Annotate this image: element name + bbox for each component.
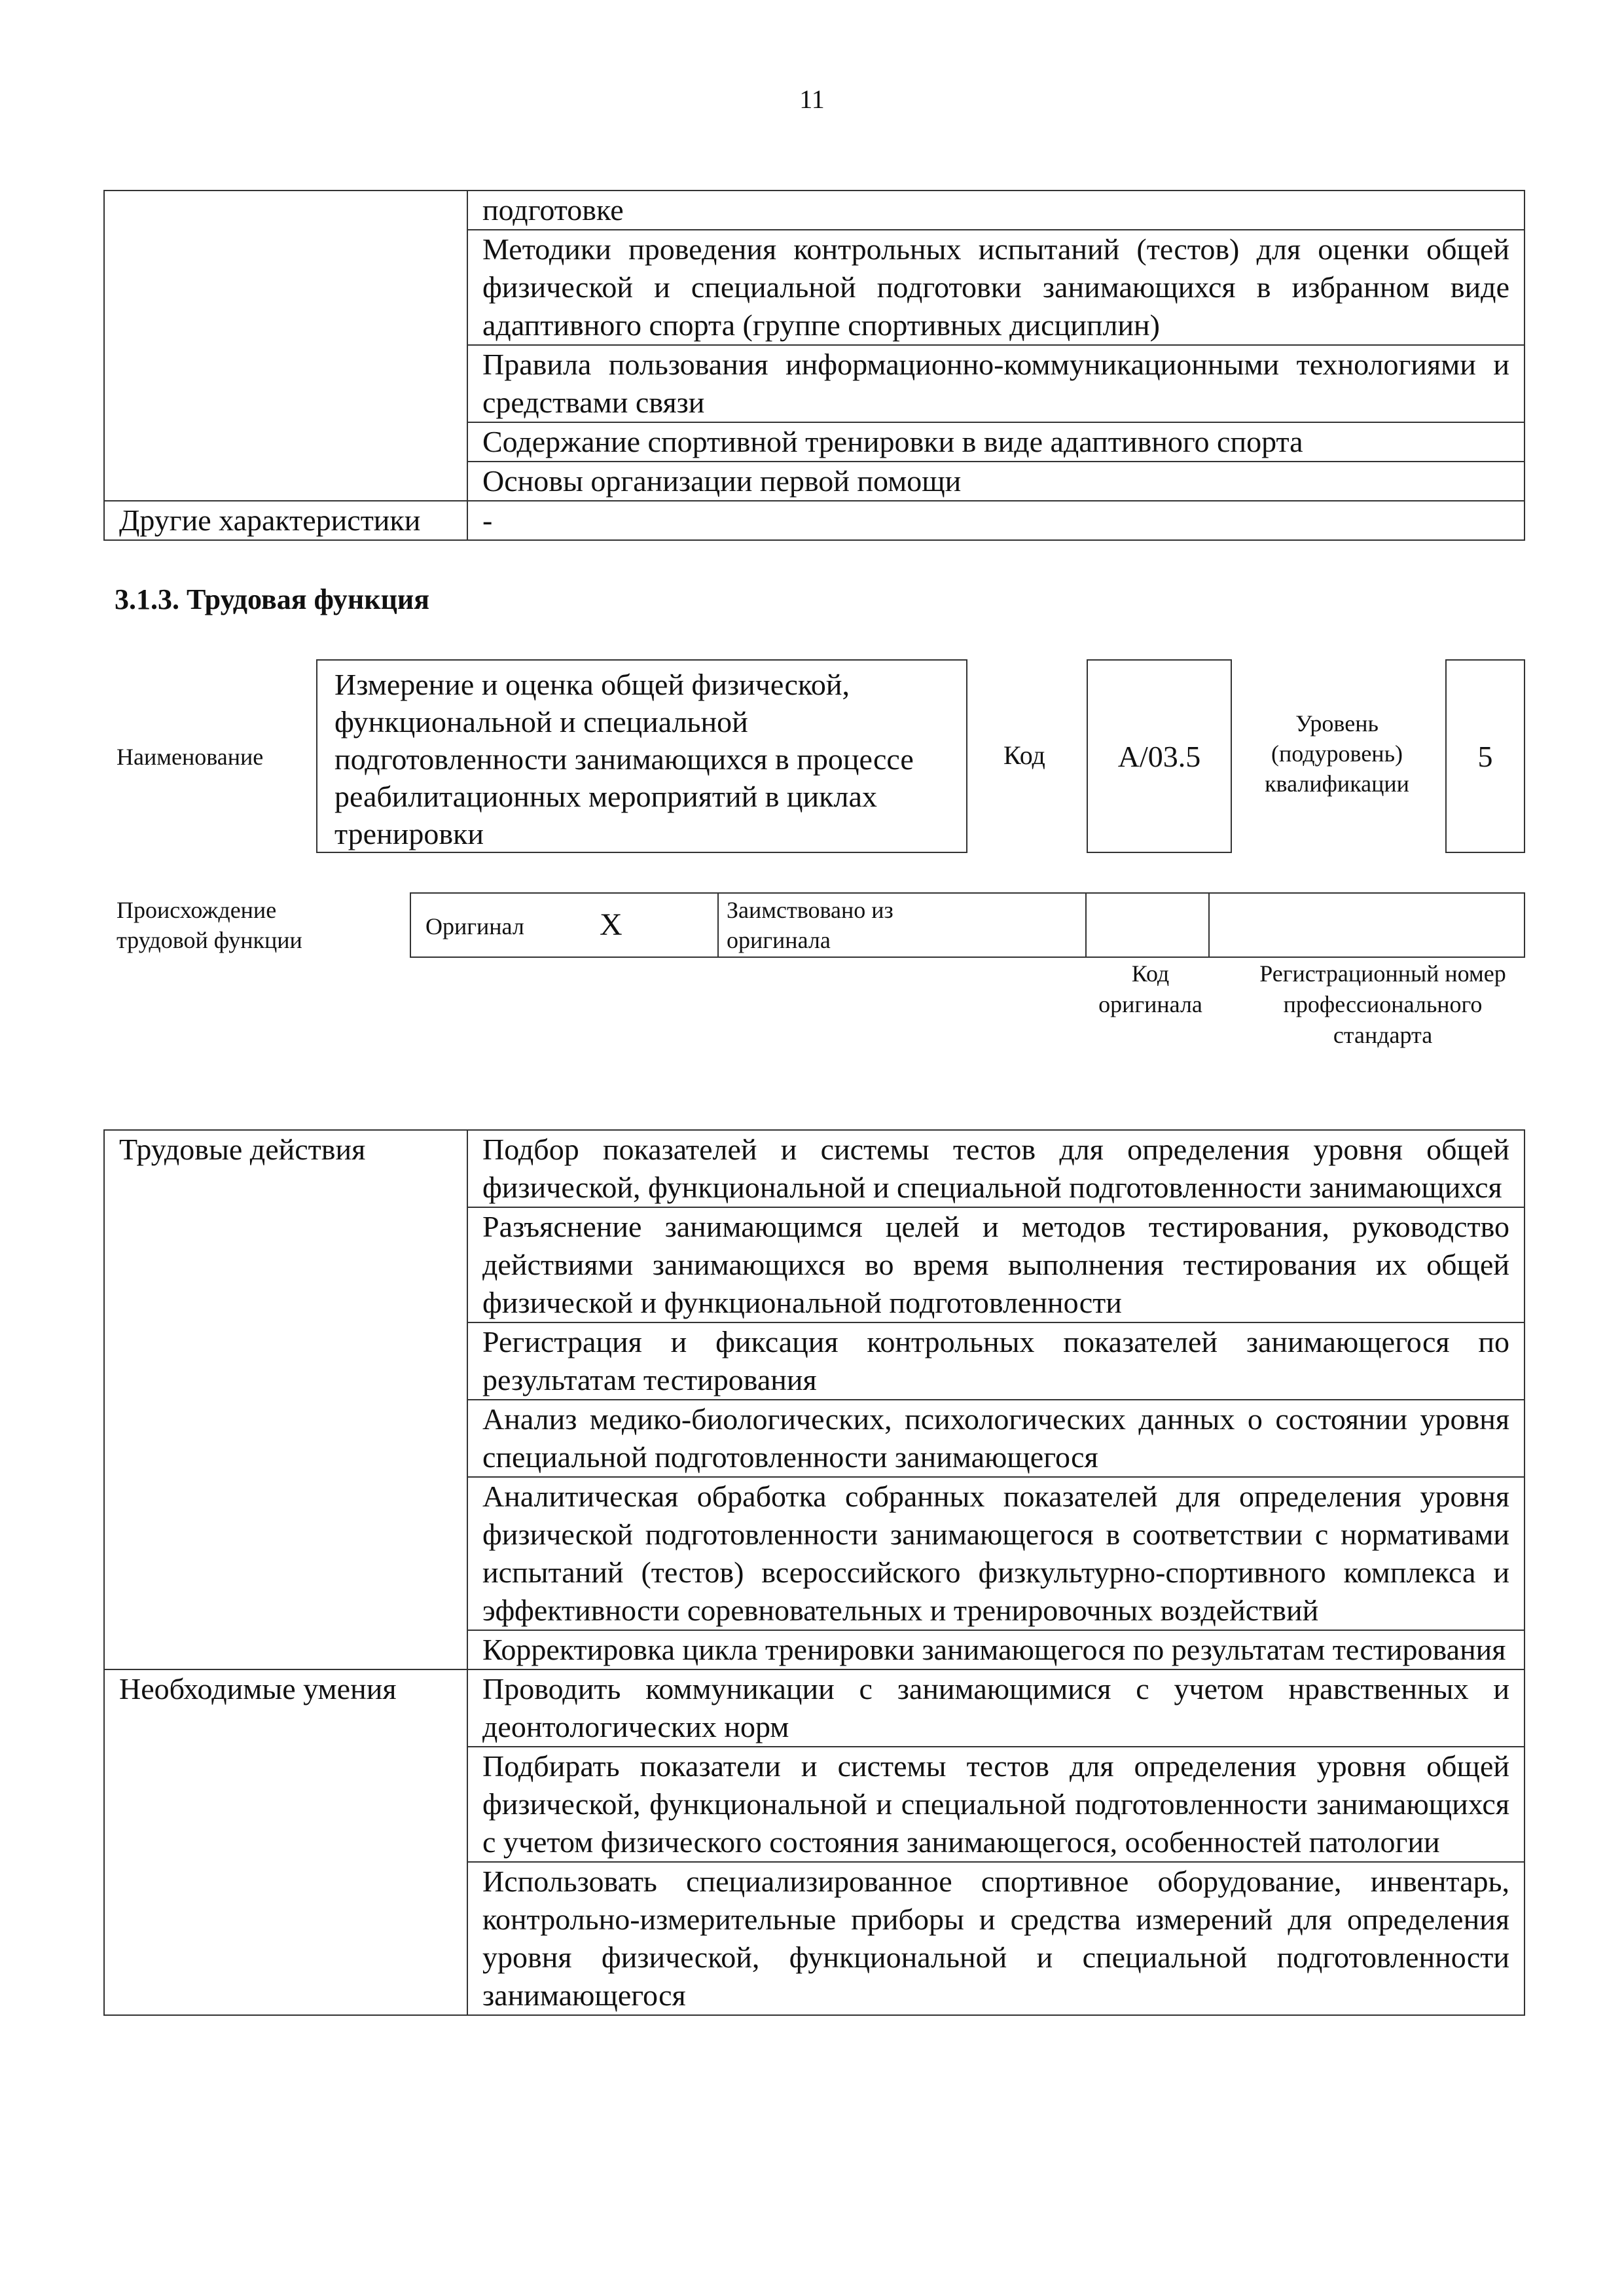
section-heading: 3.1.3. Трудовая функция	[115, 583, 430, 615]
borrowed-label: Заимствовано из оригинала	[727, 897, 893, 953]
table-cell: Содержание спортивной тренировки в виде адаптивного спорта	[467, 422, 1525, 462]
table-row	[104, 501, 1525, 540]
table-cell: Подбирать показатели и системы тестов для определения уровня общей физической, функциональной и специальной подготовленности занимающихся с учетом физического состояния занимающегося, особенностей патологии	[467, 1747, 1525, 1862]
labor-function-table	[103, 1129, 1525, 2016]
other-characteristics-value: -	[467, 501, 1525, 540]
table-cell: Аналитическая обработка собранных показателей для определения уровня физической подготовленности занимающегося в соответствии с нормативами испытаний (тестов) всероссийского физкультурно-спортивного комплекса и эффективности соревновательных и тренировочных воздействий	[467, 1477, 1525, 1630]
page-number: 11	[799, 84, 825, 114]
other-characteristics-label: Другие характеристики	[104, 501, 467, 540]
name-label: Наименование	[117, 744, 264, 770]
table-cell: Подбор показателей и системы тестов для определения уровня общей физической, функциональной и специальной подготовленности занимающихся	[467, 1130, 1525, 1207]
table-cell: Правила пользования информационно-коммуникационными технологиями и средствами связи	[467, 345, 1525, 422]
original-mark: X	[600, 907, 623, 942]
skills-label: Необходимые умения	[104, 1669, 467, 2015]
table-cell: Проводить коммуникации с занимающимися с учетом нравственных и деонтологических норм	[467, 1669, 1525, 1747]
table-cell: Разъяснение занимающимся целей и методов тестирования, руководство действиями занимающихся во время выполнения тестирования их общей физической и функциональной подготовленности	[467, 1207, 1525, 1322]
reg-number-cell	[1208, 892, 1525, 958]
table-row	[104, 1130, 1525, 1207]
code-value-box: А/03.5	[1087, 659, 1232, 853]
table-cell: Использовать специализированное спортивное оборудование, инвентарь, контрольно-измерительные приборы и средства измерений для определения уровня физической, функциональной и специальной подготовленности занимающегося	[467, 1862, 1525, 2015]
table-row	[104, 1669, 1525, 1747]
table-cell: Основы организации первой помощи	[467, 462, 1525, 501]
table-cell: Регистрация и фиксация контрольных показателей занимающегося по результатам тестирования	[467, 1322, 1525, 1400]
table-cell: Анализ медико-биологических, психологических данных о состоянии уровня специальной подготовленности занимающегося	[467, 1400, 1525, 1477]
origin-label: Происхождение трудовой функции	[117, 897, 302, 953]
actions-label: Трудовые действия	[104, 1130, 467, 1669]
level-value-box: 5	[1445, 659, 1525, 853]
knowledge-continuation-table	[103, 190, 1525, 541]
code-original-cell	[1085, 892, 1210, 958]
empty-label-cell	[104, 191, 467, 501]
level-label: Уровень (подуровень) квалификации	[1265, 710, 1409, 797]
reg-number-caption: Регистрационный номер профессионального стандарта	[1259, 960, 1506, 1048]
table-cell: подготовке	[467, 191, 1525, 230]
code-label: Код	[1003, 740, 1045, 770]
original-label: Оригинал	[425, 913, 524, 939]
table-row	[104, 191, 1525, 230]
code-original-caption: Код оригинала	[1098, 960, 1202, 1017]
function-name-box: Измерение и оценка общей физической, функциональной и специальной подготовленности занимающихся в процессе реабилитационных мероприятий в циклах тренировки	[316, 659, 967, 853]
table-cell: Методики проведения контрольных испытаний (тестов) для оценки общей физической и специальной подготовки занимающихся в избранном виде адаптивного спорта (группе спортивных дисциплин)	[467, 230, 1525, 345]
table-cell: Корректировка цикла тренировки занимающегося по результатам тестирования	[467, 1630, 1525, 1669]
